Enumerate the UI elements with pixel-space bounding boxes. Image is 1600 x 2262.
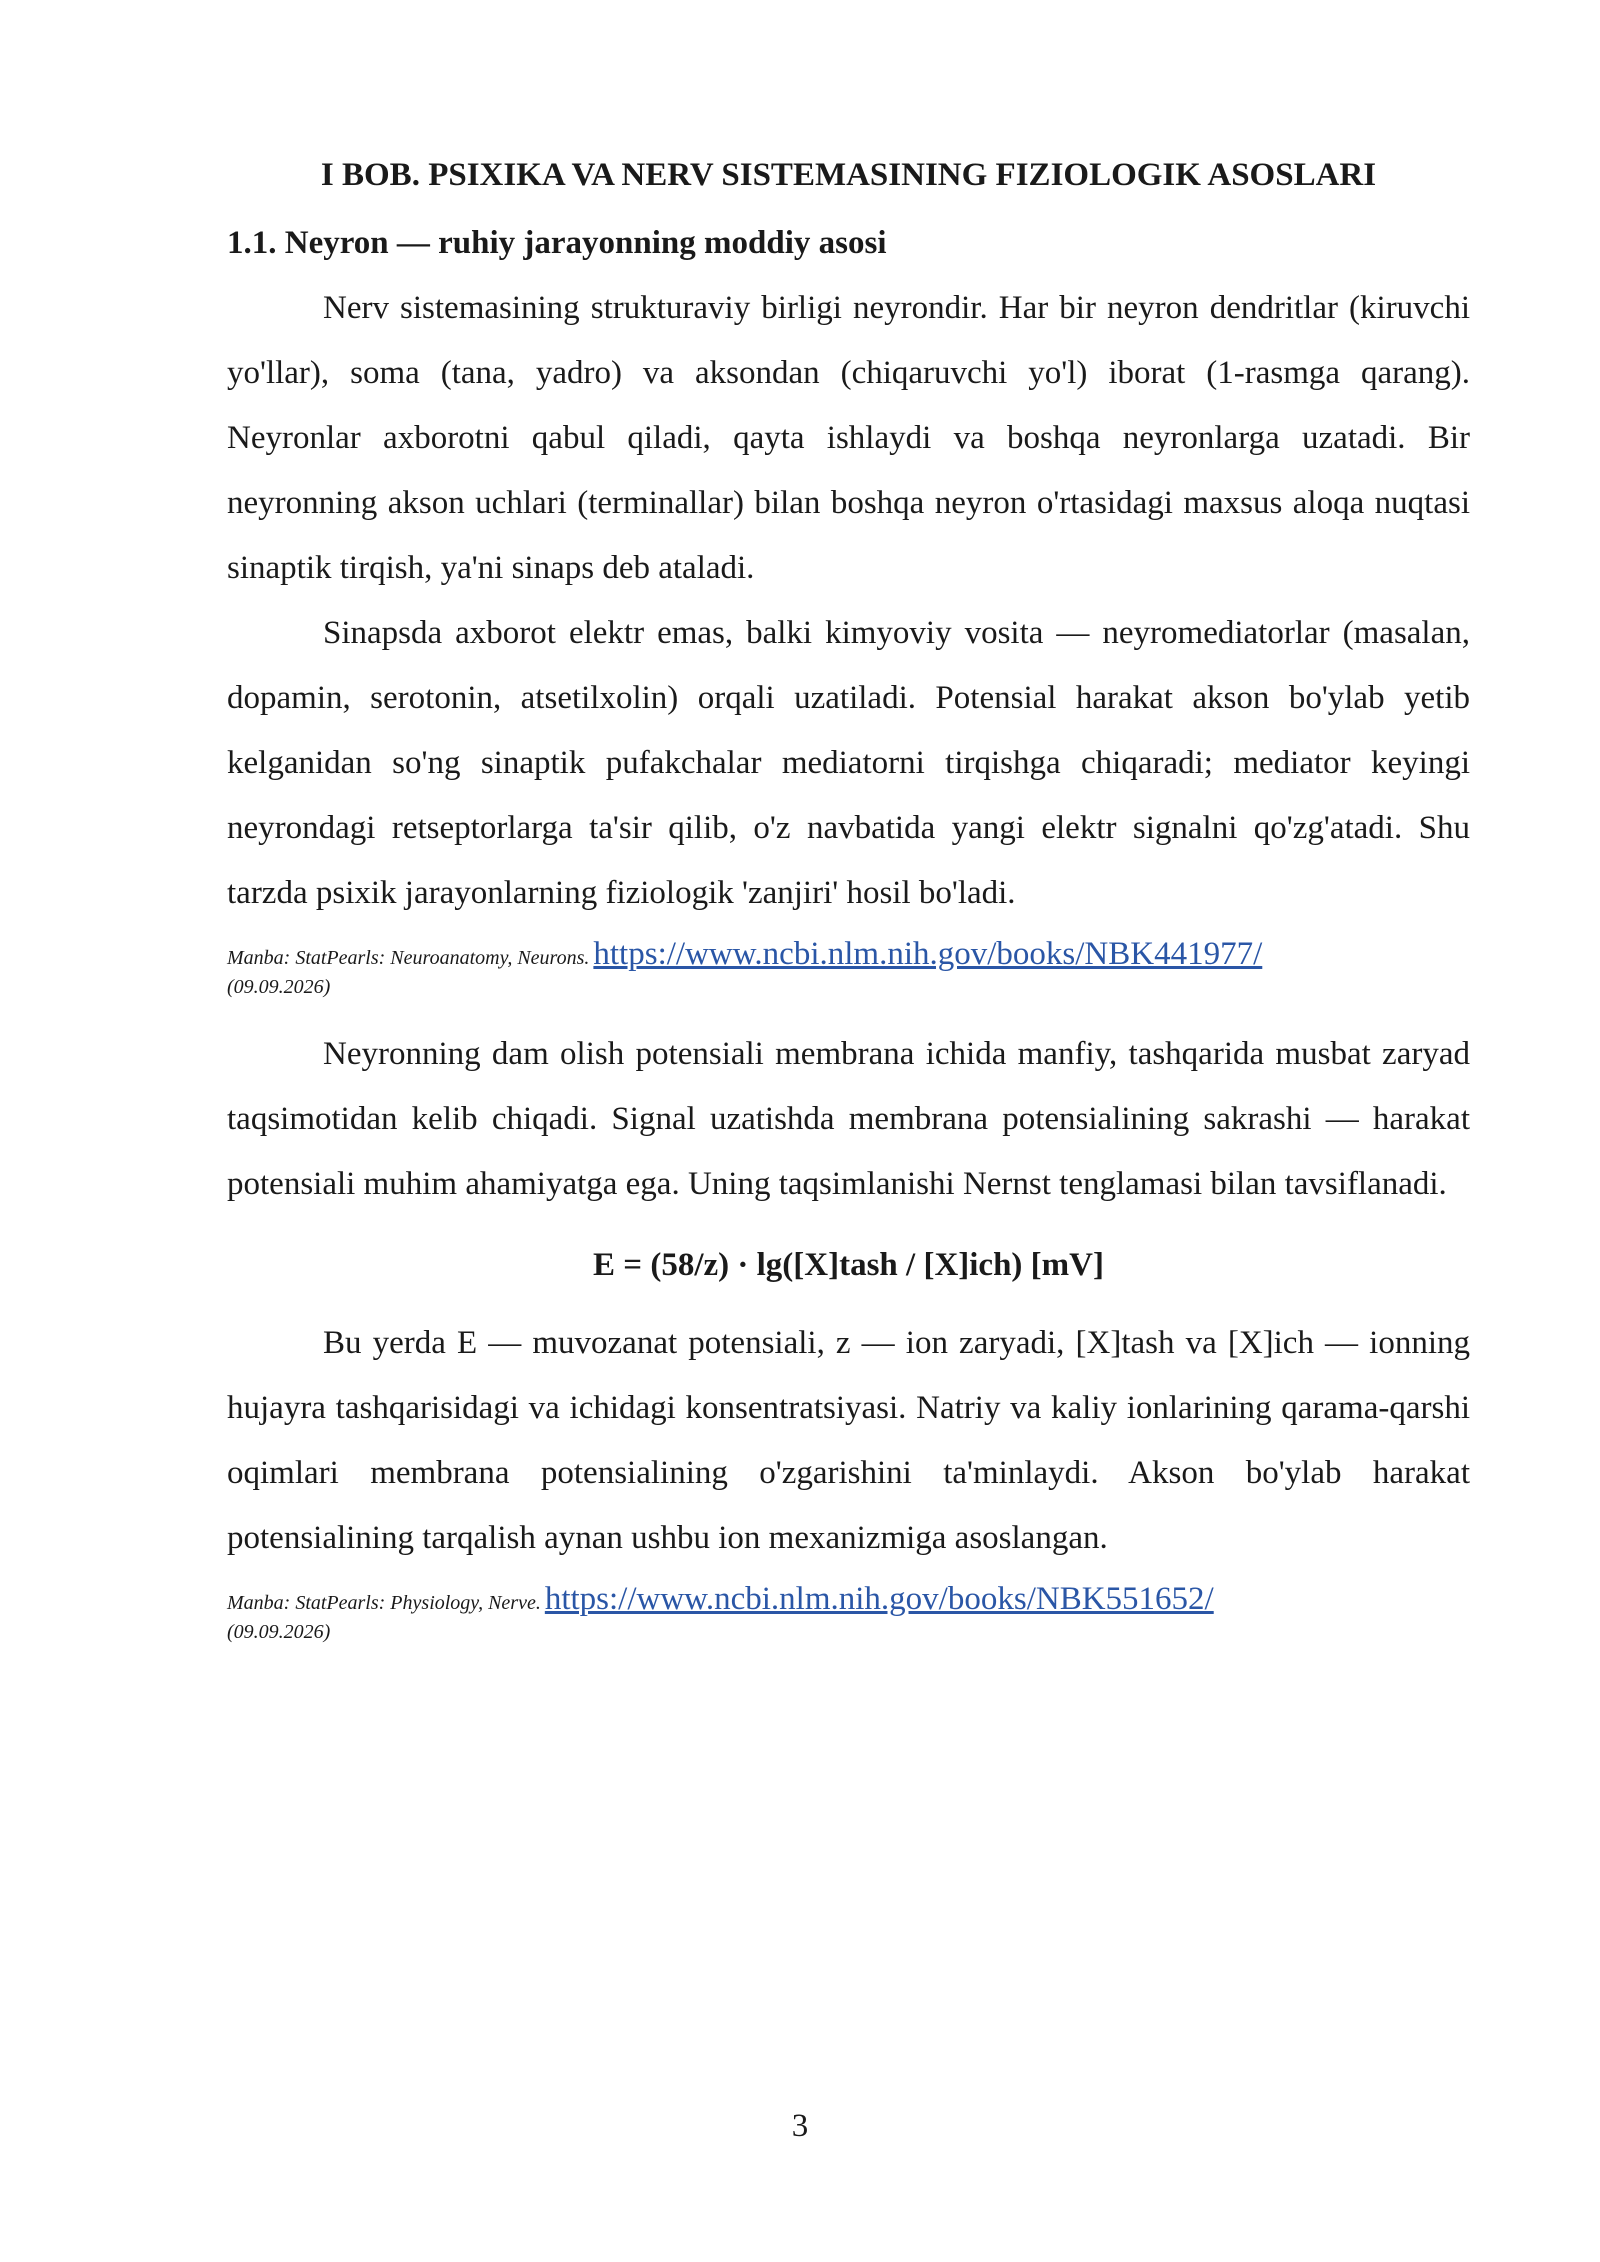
source-citation (227, 1581, 1470, 1645)
source-link[interactable]: https://www.ncbi.nlm.nih.gov/books/NBK441977/ (593, 936, 1263, 972)
paragraph-neuron-structure: Nerv sistemasining strukturaviy birligi neyrondir. Har bir neyron dendritlar (kiruvchi yo'llar), soma (tana, yadro) va aksondan (chiqaruvchi yo'l) iborat (1-rasmga qarang). Neyronlar axborotni qabul qiladi, qayta ishlaydi va boshqa neyronlarga uzatadi. Bir neyronning akson uchlari (terminallar) bilan boshqa neyron o'rtasidagi maxsus aloqa nuqtasi sinaptik tirqish, ya'ni sinaps deb ataladi. (227, 290, 1470, 586)
paragraph-formula-explanation: Bu yerda E — muvozanat potensiali, z — ion zaryadi, [X]tash va [X]ich — ionning hujayra tashqarisidagi va ichidagi konsentratsiyasi. Natriy va kaliy ionlarining qarama-qarshi oqimlari membrana potensialining o'zgarishini ta'minlaydi. Akson bo'ylab harakat potensialining tarqalish aynan ushbu ion mexanizmiga asoslangan. (227, 1325, 1470, 1556)
nernst-formula: E = (58/z) · lg([X]tash / [X]ich) [mV] (593, 1247, 1104, 1283)
section-title: 1.1. Neyron — ruhiy jarayonning moddiy asosi (227, 225, 887, 261)
source-date: (09.09.2026) (227, 1621, 331, 1643)
page-number: 3 (791, 2108, 809, 2144)
chapter-title: I BOB. PSIXIKA VA NERV SISTEMASINING FIZIOLOGIK ASOSLARI (320, 157, 1377, 193)
source-link[interactable]: https://www.ncbi.nlm.nih.gov/books/NBK551652/ (544, 1581, 1214, 1617)
source-date: (09.09.2026) (227, 976, 331, 998)
source-citation (227, 936, 1470, 1000)
paragraph-synapse: Sinapsda axborot elektr emas, balki kimyoviy vosita — neyromediatorlar (masalan, dopamin, serotonin, atsetilxolin) orqali uzatiladi. Potensial harakat akson bo'ylab yetib kelganidan so'ng sinaptik pufakchalar mediatorni tirqishga chiqaradi; mediator keyingi neyrondagi retseptorlarga ta'sir qilib, o'z navbatida yangi elektr signalni qo'zg'atadi. Shu tarzda psixik jarayonlarning fiziologik 'zanjiri' hosil bo'ladi. (227, 615, 1470, 911)
document-page (227, 150, 1470, 1667)
source-label: Manba: StatPearls: Neuroanatomy, Neurons. (227, 947, 590, 969)
paragraph-resting-potential: Neyronning dam olish potensiali membrana ichida manfiy, tashqarida musbat zaryad taqsimotidan kelib chiqadi. Signal uzatishda membrana potensialining sakrashi — harakat potensiali muhim ahamiyatga ega. Uning taqsimlanishi Nernst tenglamasi bilan tavsiflanadi. (227, 1036, 1470, 1202)
source-label: Manba: StatPearls: Physiology, Nerve. (227, 1592, 541, 1614)
